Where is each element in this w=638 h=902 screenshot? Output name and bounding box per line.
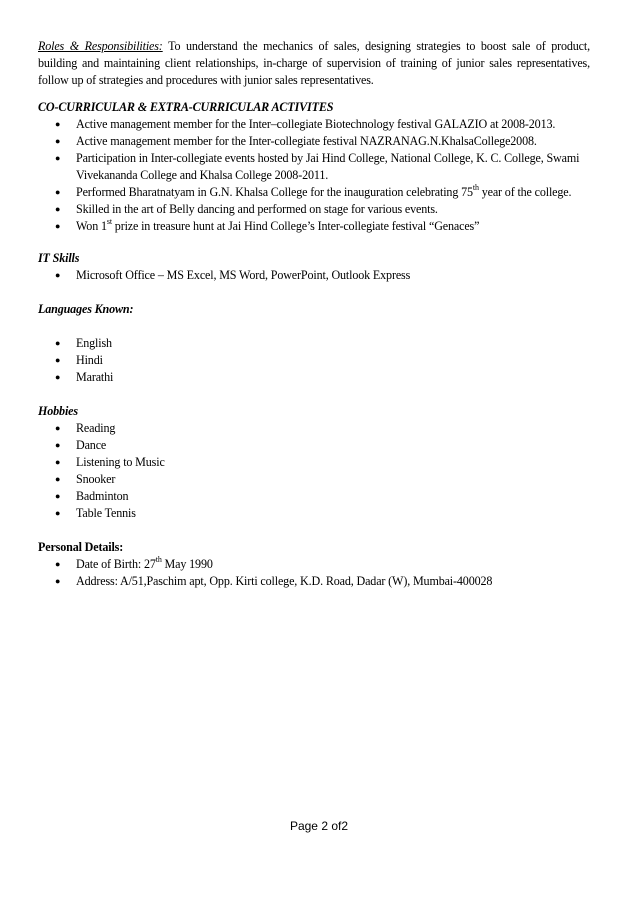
list-item-text: Skilled in the art of Belly dancing and performed on stage for various events. <box>76 202 438 216</box>
list-item <box>38 116 590 133</box>
list-item-text: Marathi <box>76 370 114 384</box>
languages-heading: Languages Known: <box>38 302 134 316</box>
list-item-text: Dance <box>76 438 107 452</box>
page-content <box>38 38 590 590</box>
list-item-text: Active management member for the Inter-collegiate festival NAZRANAG.N.KhalsaCollege2008. <box>76 134 537 148</box>
list-item <box>38 369 590 386</box>
list-item-text: Active management member for the Inter–collegiate Biotechnology festival GALAZIO at 2008-2013. <box>76 117 556 131</box>
list-item-text: Participation in Inter-collegiate events hosted by Jai Hind College, National College, K. C. College, Swami Vivekananda College and Khalsa College 2008-2011. <box>76 151 580 182</box>
page-total: 2 <box>341 819 349 833</box>
bullet-icon: ● <box>55 474 61 484</box>
list-item <box>38 335 590 352</box>
list-item <box>38 352 590 369</box>
roles-label: Roles & Responsibilities: <box>38 39 163 53</box>
list-item <box>38 437 590 454</box>
bullet-icon: ● <box>55 136 61 146</box>
list-item <box>38 201 590 218</box>
list-item <box>38 133 590 150</box>
roles-text: To understand the mechanics of sales, designing strategies to boost sale of product, building and maintaining client relationships, in-charge of supervision of training of junior sales representatives, follow up of strategies and procedures with junior sales representatives. <box>38 39 590 87</box>
hobbies-list <box>38 420 590 522</box>
ordinal-suffix: st <box>106 216 112 226</box>
list-item <box>38 556 590 573</box>
page-word: Page <box>289 819 318 833</box>
list-item <box>38 488 590 505</box>
list-item-text: Won 1 <box>76 219 107 233</box>
list-item-text: Snooker <box>76 472 116 486</box>
roles-paragraph <box>38 38 590 89</box>
bullet-icon: ● <box>55 153 61 163</box>
list-item-text: Microsoft Office – MS Excel, MS Word, PowerPoint, Outlook Express <box>76 268 411 282</box>
cocurricular-list <box>38 116 590 235</box>
bullet-icon: ● <box>55 270 61 280</box>
list-item <box>38 218 590 235</box>
bullet-icon: ● <box>55 355 61 365</box>
ordinal-suffix: th <box>472 182 479 192</box>
bullet-icon: ● <box>55 457 61 467</box>
list-item <box>38 471 590 488</box>
bullet-icon: ● <box>55 508 61 518</box>
bullet-icon: ● <box>55 187 61 197</box>
list-item-text: prize in treasure hunt at Jai Hind College’s Inter-collegiate festival “Genaces” <box>111 219 480 233</box>
list-item <box>38 420 590 437</box>
list-item <box>38 150 590 184</box>
list-item <box>38 573 590 590</box>
bullet-icon: ● <box>55 440 61 450</box>
languages-list <box>38 335 590 386</box>
list-item-text: Table Tennis <box>76 506 136 520</box>
it-skills-list <box>38 267 590 284</box>
bullet-icon: ● <box>55 338 61 348</box>
list-item <box>38 505 590 522</box>
ordinal-suffix: th <box>155 554 162 564</box>
bullet-icon: ● <box>55 221 61 231</box>
list-item-text: Badminton <box>76 489 129 503</box>
list-item-text: Listening to Music <box>76 455 165 469</box>
list-item-text: May 1990 <box>161 557 213 571</box>
list-item-text: Reading <box>76 421 116 435</box>
bullet-icon: ● <box>55 204 61 214</box>
it-skills-heading: IT Skills <box>38 251 80 265</box>
personal-details-list <box>38 556 590 590</box>
of-word: of <box>331 819 342 833</box>
bullet-icon: ● <box>55 372 61 382</box>
list-item-text: Performed Bharatnatyam in G.N. Khalsa College for the inauguration celebrating 75 <box>76 185 473 199</box>
list-item-text: Address: A/51,Paschim apt, Opp. Kirti college, K.D. Road, Dadar (W), Mumbai-400028 <box>76 574 493 588</box>
bullet-icon: ● <box>55 119 61 129</box>
list-item-text: English <box>76 336 112 350</box>
list-item <box>38 184 590 201</box>
bullet-icon: ● <box>55 576 61 586</box>
list-item <box>38 267 590 284</box>
personal-details-heading: Personal Details: <box>38 540 124 554</box>
list-item-text: year of the college. <box>478 185 572 199</box>
hobbies-heading: Hobbies <box>38 404 78 418</box>
bullet-icon: ● <box>55 423 61 433</box>
page-footer <box>0 819 638 833</box>
list-item <box>38 454 590 471</box>
list-item-text: Date of Birth: 27 <box>76 557 156 571</box>
cocurricular-heading: CO-CURRICULAR & EXTRA-CURRICULAR ACTIVITES <box>38 100 334 114</box>
bullet-icon: ● <box>55 559 61 569</box>
list-item-text: Hindi <box>76 353 103 367</box>
bullet-icon: ● <box>55 491 61 501</box>
page-current: 2 <box>321 819 328 833</box>
